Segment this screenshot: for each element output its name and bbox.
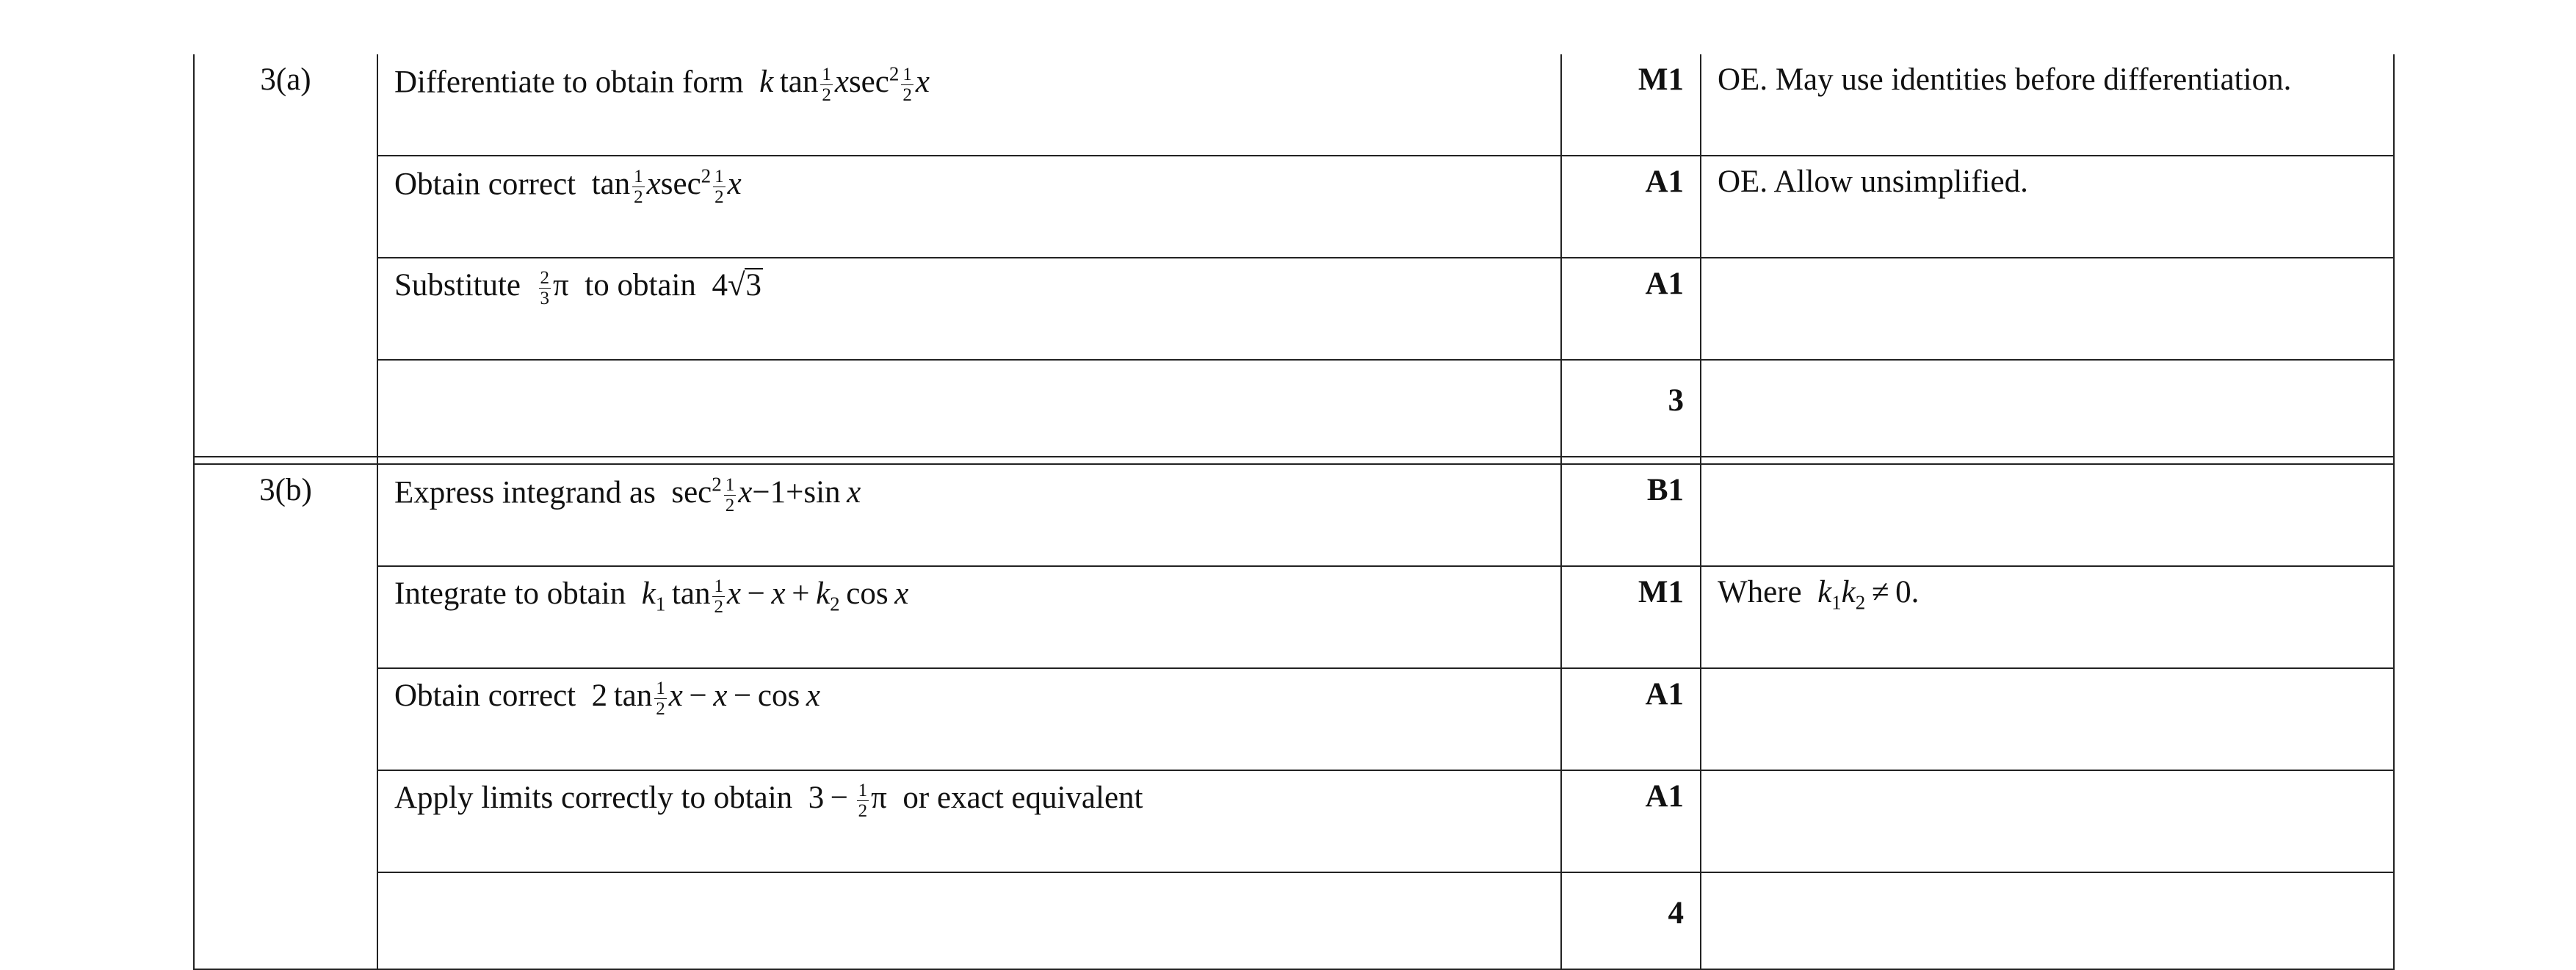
part-separator <box>194 457 2394 464</box>
math-expression: $\sec^2$ $\frac{1}{2}$ x−1+sin x <box>663 474 861 515</box>
guidance-cell <box>1701 770 2394 872</box>
answer-cell <box>377 360 1561 457</box>
table-row <box>194 258 2394 360</box>
answer-cell <box>377 156 1561 258</box>
mark-code: M1 <box>1561 54 1701 156</box>
answer-text: Obtain correct <box>394 167 576 202</box>
mark-code: B1 <box>1561 464 1701 566</box>
table-row <box>194 668 2394 770</box>
table-row <box>194 770 2394 872</box>
guidance-cell <box>1701 258 2394 360</box>
total-marks: 3 <box>1561 360 1701 457</box>
answer-text: Express integrand as <box>394 475 656 510</box>
math-expression: 2 tan $\frac{1}{2}$ x − x − cos x <box>583 678 820 719</box>
total-row <box>194 360 2394 457</box>
answer-cell <box>377 258 1561 360</box>
answer-text: Apply limits correctly to obtain <box>394 781 793 815</box>
total-marks: 4 <box>1561 872 1701 969</box>
guidance-cell <box>1701 464 2394 566</box>
math-expression: 4√3 <box>703 268 762 303</box>
mark-code: M1 <box>1561 566 1701 668</box>
answer-text: Substitute <box>394 268 521 303</box>
answer-cell <box>377 566 1561 668</box>
mark-code: A1 <box>1561 156 1701 258</box>
answer-cell <box>377 872 1561 969</box>
math-expression: $k_1$ tan $\frac{1}{2}$ $x - x + k_2$ cos x <box>641 576 909 617</box>
guidance-cell: OE. May use identities before differentiation. <box>1701 54 2394 156</box>
guidance-cell <box>1701 566 2394 668</box>
table-row <box>194 566 2394 668</box>
answer-cell <box>377 54 1561 156</box>
guidance-cell <box>1701 360 2394 457</box>
math-expression: $\frac{2}{3}$ π <box>540 267 577 308</box>
table-row <box>194 54 2394 156</box>
answer-text: Differentiate to obtain form <box>394 65 744 100</box>
mark-code: A1 <box>1561 770 1701 872</box>
math-expression: tan $\frac{1}{2}$ xsec$^2$ $\frac{1}{2}$ x <box>583 165 742 207</box>
table-row <box>194 156 2394 258</box>
math-expression: $k_1k_2 \ne 0$. <box>1817 575 1920 614</box>
answer-text: to obtain <box>585 268 696 303</box>
answer-cell <box>377 668 1561 770</box>
answer-text: or exact equivalent <box>902 781 1143 815</box>
guidance-cell <box>1701 668 2394 770</box>
question-number: 3(b) <box>194 464 377 969</box>
guidance-text: Where <box>1718 575 1802 609</box>
guidance-cell: OE. Allow unsimplified. <box>1701 156 2394 258</box>
mark-code: A1 <box>1561 258 1701 360</box>
answer-cell <box>377 770 1561 872</box>
mark-scheme-table <box>193 54 2395 970</box>
mark-code: A1 <box>1561 668 1701 770</box>
question-number: 3(a) <box>194 54 377 457</box>
math-expression: k tan $\frac{1}{2}$ xsec$^2$ $\frac{1}{2}$ x <box>759 63 930 105</box>
answer-text: Integrate to obtain <box>394 576 626 611</box>
answer-cell <box>377 464 1561 566</box>
math-expression: 3 − $\frac{1}{2}$ π <box>800 780 895 821</box>
guidance-cell <box>1701 872 2394 969</box>
mark-scheme-sheet <box>193 54 2393 970</box>
total-row <box>194 872 2394 969</box>
table-row <box>194 464 2394 566</box>
answer-text: Obtain correct <box>394 678 576 713</box>
